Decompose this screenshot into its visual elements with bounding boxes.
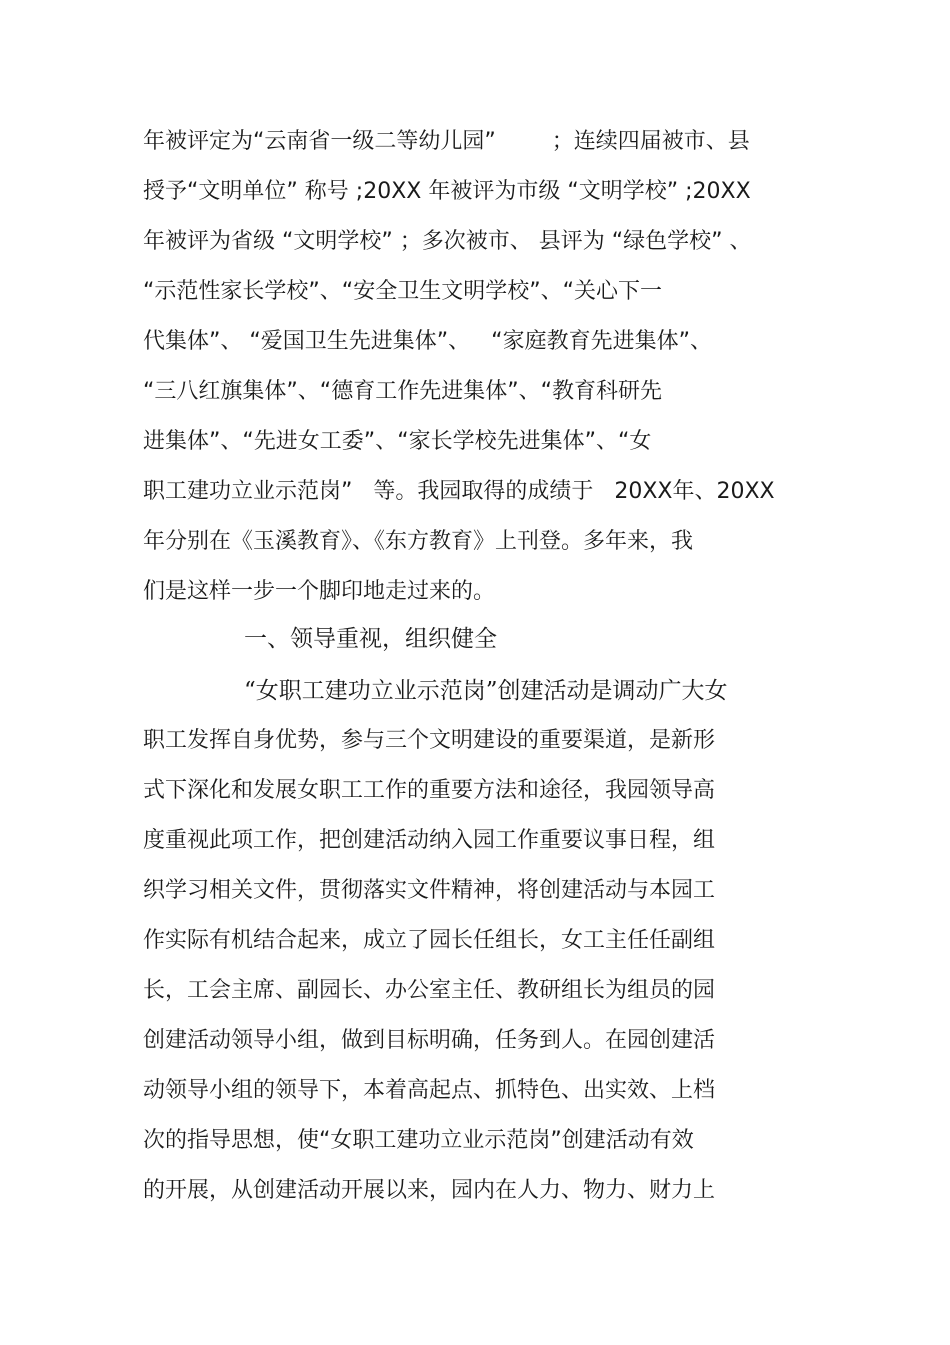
paragraph-line: 度重视此项工作，把创建活动纳入园工作重要议事日程，组 [143, 828, 716, 853]
paragraph-line: 年分别在《玉溪教育》、《东方教育》上刊登。多年来，我 [143, 529, 694, 554]
paragraph-line: 职工发挥自身优势，参与三个文明建设的重要渠道，是新形 [143, 728, 716, 753]
paragraph-line: 授予“文明单位” 称号 ;20XX 年被评为市级 “文明学校” ;20XX [143, 179, 751, 204]
paragraph-line: 进集体”、“先进女工委”、“家长学校先进集体”、“女 [143, 429, 652, 454]
paragraph-line: 年被评定为“云南省一级二等幼儿园” ；连续四届被市、县 [143, 129, 750, 154]
paragraph-line: 创建活动领导小组，做到目标明确，任务到人。在园创建活 [143, 1028, 716, 1053]
paragraph-line: “三八红旗集体”、“德育工作先进集体”、“教育科研先 [143, 379, 662, 404]
paragraph-line: 式下深化和发展女职工工作的重要方法和途径，我园领导高 [143, 778, 716, 803]
paragraph-line: 代集体”、 “爱国卫生先进集体”、 “家庭教育先进集体”、 [143, 329, 712, 354]
paragraph-line: 长，工会主席、副园长、办公室主任、教研组长为组员的园 [143, 978, 716, 1003]
paragraph-line: 次的指导思想，使“女职工建功立业示范岗”创建活动有效 [143, 1128, 694, 1153]
paragraph-line: 的开展，从创建活动开展以来，园内在人力、物力、财力上 [143, 1178, 716, 1203]
paragraph-line: 动领导小组的领导下，本着高起点、抓特色、出实效、上档 [143, 1078, 716, 1103]
paragraph-line: “示范性家长学校”、“安全卫生文明学校”、“关心下一 [143, 279, 662, 304]
paragraph-line: 职工建功立业示范岗” 等。我园取得的成绩于 20XX年、20XX [143, 479, 775, 504]
paragraph-line: 年被评为省级 “文明学校” ；多次被市、 县评为 “绿色学校” 、 [143, 229, 752, 254]
paragraph-first-line: “女职工建功立业示范岗”创建活动是调动广大女 [244, 678, 728, 704]
paragraph-line: 们是这样一步一个脚印地走过来的。 [143, 579, 496, 604]
paragraph-line: 作实际有机结合起来，成立了园长任组长，女工主任任副组 [143, 928, 716, 953]
section-heading: 一、领导重视，组织健全 [244, 626, 497, 652]
paragraph-line: 织学习相关文件，贯彻落实文件精神，将创建活动与本园工 [143, 878, 716, 903]
